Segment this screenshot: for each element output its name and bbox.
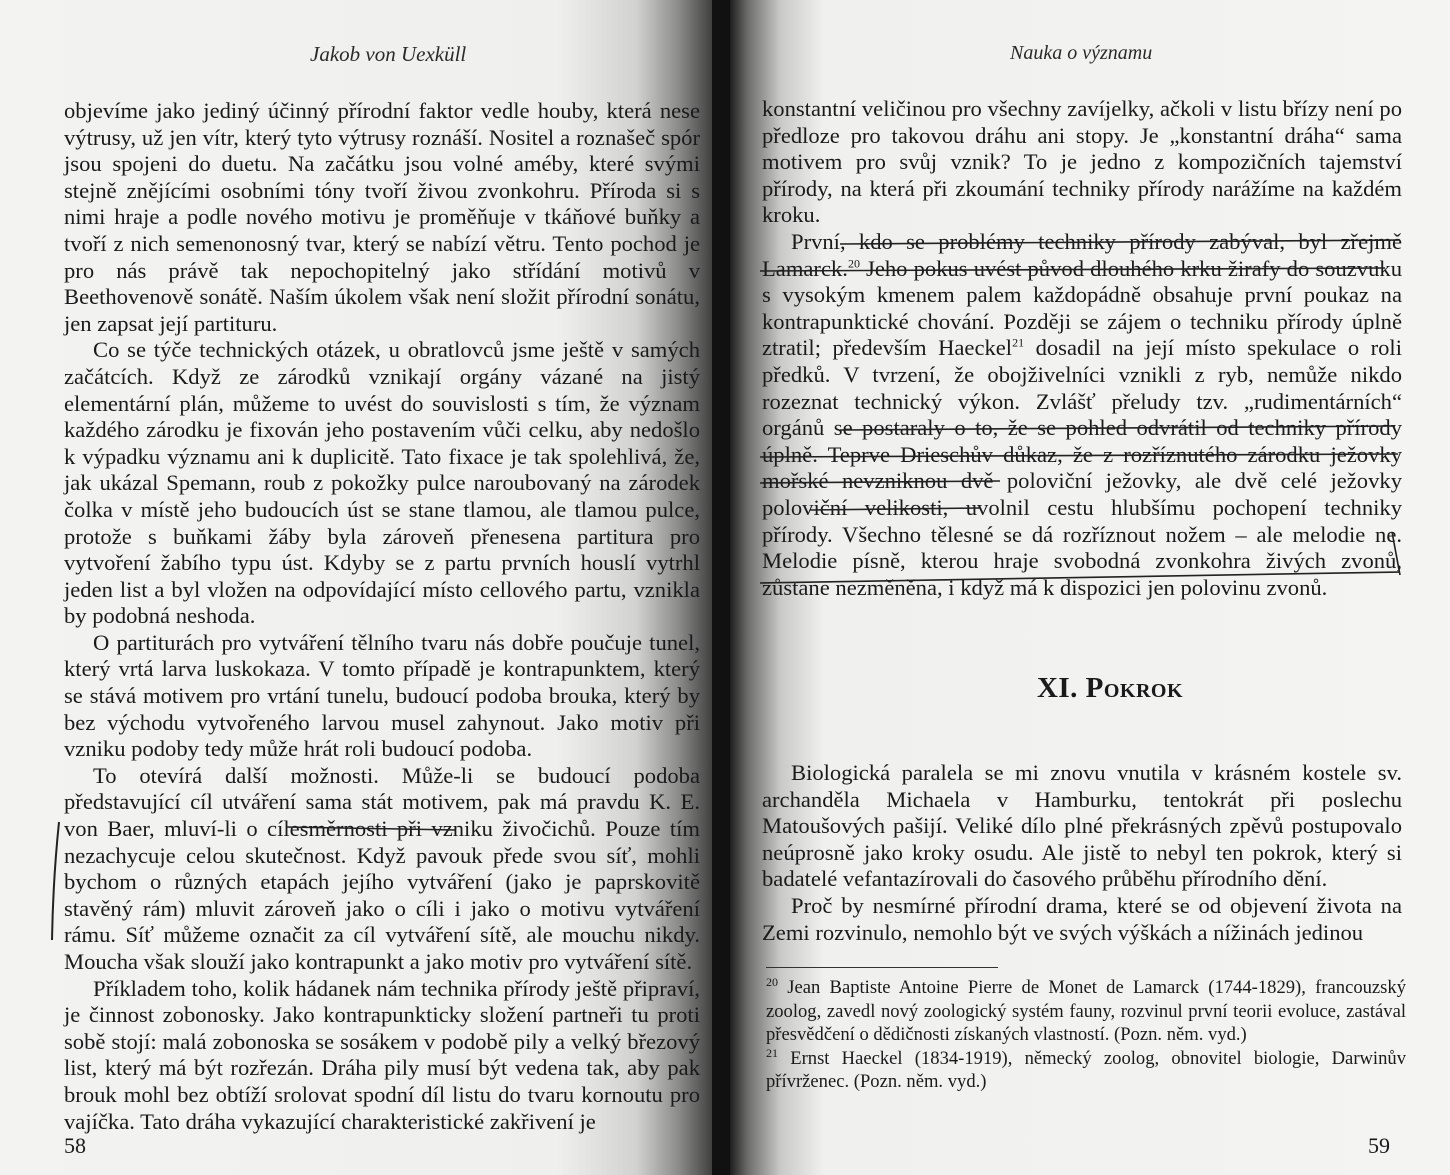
section-heading: XI. Pokrok xyxy=(1036,672,1184,704)
left-running-head: Jakob von Uexküll xyxy=(310,42,467,66)
right-page-number: 59 xyxy=(1368,1133,1390,1158)
footnote-21-number: 21 xyxy=(766,1045,778,1060)
footnote-21 xyxy=(766,1047,1406,1094)
footnote-ref-20: 20 xyxy=(847,256,860,271)
right-paragraph-2-part-b: Jeho pokus uvést původ dlouhého krku žirafy do souzvuku s vysokým kmenem palem každopádně obsahuje první poukaz na kontrapunktické chování. Později se zájem o techniku přírody úplně ztratil; především Haeckel xyxy=(762,255,1402,361)
right-paragraph-2-part-a: První, kdo se problémy techniky přírody zabýval, byl zřejmě Lamarck. xyxy=(762,228,1402,281)
right-page xyxy=(730,0,1450,1175)
left-body-text xyxy=(64,98,700,1135)
left-paragraph-4: To otevírá další možnosti. Může-li se budoucí podoba představující cíl utváření sama stát motivem, pak má pravdu K. E. von Baer, mluví-li o cílesměrnosti při vzniku živočichů. Pouze tím nezachycuje celou skutečnost. Když pavouk přede svou síť, mohli bychom o různých etapách jejího vytváření (jako je paprskovitě stavěný rám) mluvit zároveň jako o cíli i jako o motivu vytváření rámu. Síť můžeme označit za cíl vytváření sítě, ale mouchu nikdy. Moucha však slouží jako kontrapunkt a jako motiv pro vytváření sítě. xyxy=(64,762,700,974)
left-paragraph-2: Co se týče technických otázek, u obratlovců jsme ještě v samých začátcích. Když ze zárodků vznikají orgány vázané na jistý elementární plán, můžeme to uvést do souvislosti s tím, že význam každého zárodku je fixován jeho postavením vůči celku, aby nedošlo k výpadku významu ani k duplicitě. Tato fixace je tak spolehlivá, že, jak ukázal Spemann, roub z pokožky pulce naroubovaný na zárodek čolka v místě jeho budoucích úst se stane tlamou, ale tlamou pulce, protože s buňkami žáby byla zároveň přenesena partitura pro vytvoření žabího typu úst. Kdyby se z partu prvních houslí vytrhl jeden list a byl vložen na odpovídající místo cellového partu, vznikla by podobná neshoda. xyxy=(64,337,700,629)
right-paragraph-2-part-c: dosadil na její místo spekulace o roli předků. V tvrzení, že obojživelníci vznikli z ryb, nemůže nikdo rozeznat technický výkon. Zvlášť přeludy tzv. „rudimentárních“ orgánů se postaraly o to, že se pohled odvrátil od techniky přírody úplně. Teprve Drieschův důkaz, že z rozříznutého zárodku ježovky mořské nevzniknou dvě poloviční ježovky, ale dvě celé ježovky poloviční velikosti, uvolnil cestu hlubšímu pochopení techniky přírody. Všechno tělesné se dá rozříznout nožem – ale melodie ne. Melodie písně, kterou hraje svobodná zvonkohra živých zvonů, zůstane nezměněna, i když má k dispozici jen polovinu zvonů. xyxy=(762,335,1402,600)
left-paragraph-3: O partiturách pro vytváření tělního tvaru nás dobře poučuje tunel, který vrtá larva luskokaza. V tomto případě je kontrapunktem, který se stává motivem pro vrtání tunelu, budoucí podoba brouka, který by bez východu vytvořeného larvou musel zahynout. Jako motiv při vzniku podoby tedy může hrát roli budoucí podoba. xyxy=(64,629,700,762)
footnote-21-text: Ernst Haeckel (1834-1919), německý zoolog, obnovitel biologie, Darwinův přívrženec. (Pozn. něm. vyd.) xyxy=(766,1047,1406,1093)
right-running-head: Nauka o významu xyxy=(1010,42,1153,64)
footnote-ref-21: 21 xyxy=(1012,335,1025,350)
footnotes xyxy=(766,976,1406,1094)
right-paragraph-1: konstantní veličinou pro všechny zavíjelky, ačkoli v listu břízy není po předloze pro takovou dráhu ani stopy. Je „konstantní dráha“ sama motivem pro svůj vznik? To je jedno z kompozičních tajemství přírody, na která při zkoumání techniky přírody narážíme na každém kroku. xyxy=(762,96,1402,228)
left-page xyxy=(0,0,715,1175)
left-paragraph-1: objevíme jako jediný účinný přírodní faktor vedle houby, která nese výtrusy, už jen vítr, který tyto výtrusy roznáší. Nositel a roznašeč spór jsou spojeni do duetu. Na začátku jsou volné améby, které svými stejně znějícími osobními tóny tvoří živou zvonkohru. Příroda si s nimi hraje a podle nového motivu je proměňuje v tkáňové buňky a tvoří z nich semenonosný tvar, který se nabízí větru. Tento pochod je pro nás právě tak nepochopitelný jako střídání motivů v Beethovenově sonátě. Naším úkolem však není složit přírodní sonátu, jen zapsat její partituru. xyxy=(64,98,700,336)
left-page-number: 58 xyxy=(64,1133,86,1158)
section-paragraph-2: Proč by nesmírné přírodní drama, které se od objevení života na Zemi rozvinulo, nemohlo být ve svých výškách a nížinách jedinou xyxy=(762,892,1402,945)
left-paragraph-5: Příkladem toho, kolik hádanek nám technika přírody ještě připraví, je činnost zobonosky. Jako kontrapunkticky složení partneři tu proti sobě stojí: malá zobonoska se sosákem v podobě pily a velký březový list, který má být rozřezán. Dráha pily musí být vedena tak, aby pak brouk mohl bez obtíží srolovat spodní díl listu do tvaru kornoutu pro vajíčka. Tato dráha vykazující charakteristické zakřivení je xyxy=(64,975,700,1134)
section-paragraph-1: Biologická paralela se mi znovu vnutila v krásném kostele sv. archanděla Michaela v Hamburku, tentokrát při poslechu Matoušových pašijí. Veliké dílo plné překrásných zpěvů postupovalo neúprosně jako kroky osudu. Ale jistě to nebyl ten pokrok, který si badatelé vefantazírovali do časového průběhu přírodního dění. xyxy=(762,760,1402,892)
right-paragraph-2 xyxy=(762,229,1402,601)
footnote-20-text: Jean Baptiste Antoine Pierre de Monet de Lamarck (1744-1829), francouzský zoolog, zavedl nový zoologický systém fauny, rozvinul první teorii evoluce, zastával přesvědčení o dědičnosti získaných vlastností. (Pozn. něm. vyd.) xyxy=(766,977,1406,1046)
right-body-text xyxy=(762,96,1402,601)
footnote-20-number: 20 xyxy=(766,974,778,989)
section-body-text xyxy=(762,760,1402,946)
footnote-separator xyxy=(766,967,998,968)
footnote-20 xyxy=(766,976,1406,1047)
